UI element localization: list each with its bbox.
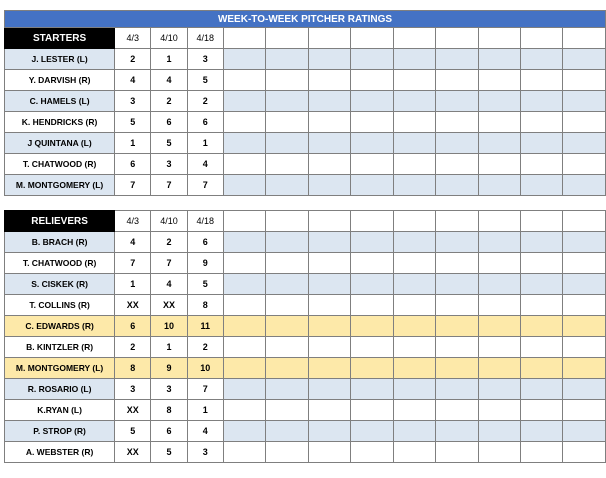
empty-cell[interactable]	[393, 442, 435, 463]
empty-cell[interactable]	[223, 358, 265, 379]
empty-cell[interactable]	[308, 133, 350, 154]
title-row	[5, 11, 606, 28]
rating-cell[interactable]: 5	[115, 112, 151, 133]
pitcher-name-cell[interactable]: Y. DARVISH (R)	[5, 70, 115, 91]
empty-cell[interactable]	[478, 316, 520, 337]
rating-cell[interactable]: 3	[151, 154, 187, 175]
rating-cell[interactable]: 1	[151, 337, 187, 358]
relievers-date-header[interactable]: 4/10	[151, 211, 187, 232]
pitcher-name-cell[interactable]: P. STROP (R)	[5, 421, 115, 442]
pitcher-name-cell[interactable]: R. ROSARIO (L)	[5, 379, 115, 400]
pitcher-name-cell[interactable]: B. BRACH (R)	[5, 232, 115, 253]
rating-cell[interactable]: 7	[151, 175, 187, 196]
empty-cell[interactable]	[351, 274, 393, 295]
empty-cell[interactable]	[223, 400, 265, 421]
empty-cell[interactable]	[266, 232, 308, 253]
rating-cell[interactable]: XX	[151, 295, 187, 316]
pitcher-name-cell[interactable]: B. KINTZLER (R)	[5, 337, 115, 358]
table-row	[5, 442, 606, 463]
rating-cell[interactable]: 1	[115, 274, 151, 295]
empty-cell[interactable]	[223, 274, 265, 295]
empty-cell[interactable]	[478, 295, 520, 316]
empty-cell[interactable]	[351, 232, 393, 253]
rating-cell[interactable]: 2	[151, 232, 187, 253]
empty-cell[interactable]	[563, 70, 606, 91]
empty-cell[interactable]	[478, 400, 520, 421]
empty-cell[interactable]	[521, 400, 563, 421]
empty-cell[interactable]	[266, 379, 308, 400]
empty-cell[interactable]	[393, 175, 435, 196]
empty-cell[interactable]	[521, 442, 563, 463]
rating-cell[interactable]: 7	[151, 253, 187, 274]
empty-cell[interactable]	[563, 112, 606, 133]
empty-cell[interactable]	[563, 28, 606, 49]
empty-cell[interactable]	[478, 421, 520, 442]
rating-cell[interactable]: 3	[151, 379, 187, 400]
rating-cell[interactable]: 4	[151, 70, 187, 91]
rating-cell[interactable]: XX	[115, 442, 151, 463]
empty-cell[interactable]	[266, 253, 308, 274]
empty-cell[interactable]	[351, 28, 393, 49]
rating-cell[interactable]: 1	[115, 133, 151, 154]
empty-cell[interactable]	[351, 112, 393, 133]
rating-cell[interactable]: 8	[187, 295, 223, 316]
empty-cell[interactable]	[351, 379, 393, 400]
rating-cell[interactable]: 6	[115, 316, 151, 337]
rating-cell[interactable]: 8	[115, 358, 151, 379]
empty-cell[interactable]	[266, 295, 308, 316]
empty-cell[interactable]	[308, 253, 350, 274]
table-row	[5, 316, 606, 337]
rating-cell[interactable]: 2	[187, 337, 223, 358]
spacer-row	[5, 196, 606, 211]
pitcher-name-cell[interactable]: A. WEBSTER (R)	[5, 442, 115, 463]
empty-cell[interactable]	[478, 154, 520, 175]
empty-cell[interactable]	[308, 175, 350, 196]
empty-cell[interactable]	[266, 112, 308, 133]
rating-cell[interactable]: 3	[115, 91, 151, 112]
empty-cell[interactable]	[266, 358, 308, 379]
empty-cell[interactable]	[266, 91, 308, 112]
empty-cell[interactable]	[563, 133, 606, 154]
empty-cell[interactable]	[436, 421, 478, 442]
relievers-section-label[interactable]: RELIEVERS	[5, 211, 115, 232]
empty-cell[interactable]	[266, 175, 308, 196]
rating-cell[interactable]: 1	[187, 400, 223, 421]
relievers-date-header[interactable]: 4/3	[115, 211, 151, 232]
empty-cell[interactable]	[266, 442, 308, 463]
empty-cell[interactable]	[521, 70, 563, 91]
empty-cell[interactable]	[308, 112, 350, 133]
empty-cell[interactable]	[223, 154, 265, 175]
rating-cell[interactable]: 7	[115, 253, 151, 274]
rating-cell[interactable]: 6	[151, 421, 187, 442]
empty-cell[interactable]	[351, 358, 393, 379]
rating-cell[interactable]: 7	[187, 175, 223, 196]
empty-cell[interactable]	[563, 175, 606, 196]
table-row	[5, 49, 606, 70]
table-row	[5, 400, 606, 421]
empty-cell[interactable]	[478, 442, 520, 463]
empty-cell[interactable]	[521, 133, 563, 154]
rating-cell[interactable]: 4	[151, 274, 187, 295]
empty-cell[interactable]	[393, 112, 435, 133]
rating-cell[interactable]: 10	[187, 358, 223, 379]
empty-cell[interactable]	[478, 253, 520, 274]
empty-cell[interactable]	[308, 379, 350, 400]
empty-cell[interactable]	[478, 337, 520, 358]
table-row	[5, 253, 606, 274]
rating-cell[interactable]: XX	[115, 400, 151, 421]
empty-cell[interactable]	[266, 274, 308, 295]
rating-cell[interactable]: 1	[151, 49, 187, 70]
relievers-header-row	[5, 211, 606, 232]
empty-cell[interactable]	[478, 91, 520, 112]
table-row	[5, 379, 606, 400]
empty-cell[interactable]	[266, 133, 308, 154]
table-row	[5, 295, 606, 316]
pitcher-name-cell[interactable]: C. EDWARDS (R)	[5, 316, 115, 337]
empty-cell[interactable]	[223, 70, 265, 91]
empty-cell[interactable]	[351, 49, 393, 70]
table-row	[5, 133, 606, 154]
empty-cell[interactable]	[521, 337, 563, 358]
empty-cell[interactable]	[563, 91, 606, 112]
empty-cell[interactable]	[436, 274, 478, 295]
empty-cell[interactable]	[308, 442, 350, 463]
empty-cell[interactable]	[436, 358, 478, 379]
empty-cell[interactable]	[563, 295, 606, 316]
table-row	[5, 421, 606, 442]
rating-cell[interactable]: 6	[187, 232, 223, 253]
empty-cell[interactable]	[521, 421, 563, 442]
rating-cell[interactable]: 6	[151, 112, 187, 133]
empty-cell[interactable]	[266, 400, 308, 421]
empty-cell[interactable]	[436, 49, 478, 70]
empty-cell[interactable]	[436, 442, 478, 463]
empty-cell[interactable]	[393, 400, 435, 421]
rating-cell[interactable]: 5	[187, 70, 223, 91]
empty-cell[interactable]	[436, 133, 478, 154]
empty-cell[interactable]	[436, 232, 478, 253]
empty-cell[interactable]	[223, 379, 265, 400]
empty-cell[interactable]	[393, 154, 435, 175]
empty-cell[interactable]	[393, 133, 435, 154]
empty-cell[interactable]	[308, 232, 350, 253]
empty-cell[interactable]	[478, 379, 520, 400]
rating-cell[interactable]: 7	[115, 175, 151, 196]
rating-cell[interactable]: XX	[115, 295, 151, 316]
rating-cell[interactable]: 2	[115, 49, 151, 70]
table-row	[5, 91, 606, 112]
rating-cell[interactable]: 11	[187, 316, 223, 337]
empty-cell[interactable]	[478, 274, 520, 295]
rating-cell[interactable]: 7	[187, 379, 223, 400]
empty-cell[interactable]	[436, 91, 478, 112]
empty-cell[interactable]	[308, 154, 350, 175]
rating-cell[interactable]: 8	[151, 400, 187, 421]
rating-cell[interactable]: 2	[115, 337, 151, 358]
empty-cell[interactable]	[223, 175, 265, 196]
empty-cell[interactable]	[351, 400, 393, 421]
empty-cell[interactable]	[478, 211, 520, 232]
rating-cell[interactable]: 10	[151, 316, 187, 337]
starters-date-header[interactable]: 4/10	[151, 28, 187, 49]
pitcher-name-cell[interactable]: C. HAMELS (L)	[5, 91, 115, 112]
empty-cell[interactable]	[308, 28, 350, 49]
empty-cell[interactable]	[308, 400, 350, 421]
empty-cell[interactable]	[563, 316, 606, 337]
empty-cell[interactable]	[393, 358, 435, 379]
empty-cell[interactable]	[521, 28, 563, 49]
empty-cell[interactable]	[478, 28, 520, 49]
empty-cell[interactable]	[563, 154, 606, 175]
empty-cell[interactable]	[223, 28, 265, 49]
sheet-title[interactable]: WEEK-TO-WEEK PITCHER RATINGS	[5, 11, 606, 28]
empty-cell[interactable]	[436, 379, 478, 400]
pitcher-name-cell[interactable]: M. MONTGOMERY (L)	[5, 358, 115, 379]
pitcher-name-cell[interactable]: K. HENDRICKS (R)	[5, 112, 115, 133]
empty-cell[interactable]	[351, 154, 393, 175]
pitcher-name-cell[interactable]: K.RYAN (L)	[5, 400, 115, 421]
empty-cell[interactable]	[393, 337, 435, 358]
empty-cell[interactable]	[223, 91, 265, 112]
pitcher-name-cell[interactable]: T. CHATWOOD (R)	[5, 253, 115, 274]
empty-cell[interactable]	[308, 49, 350, 70]
empty-cell[interactable]	[393, 232, 435, 253]
spreadsheet	[4, 10, 606, 463]
rating-cell[interactable]: 5	[151, 133, 187, 154]
empty-cell[interactable]	[266, 421, 308, 442]
empty-cell[interactable]	[563, 49, 606, 70]
empty-cell[interactable]	[308, 316, 350, 337]
empty-cell[interactable]	[351, 253, 393, 274]
empty-cell[interactable]	[308, 70, 350, 91]
empty-cell[interactable]	[351, 337, 393, 358]
empty-cell[interactable]	[351, 91, 393, 112]
rating-cell[interactable]: 3	[187, 442, 223, 463]
pitcher-name-cell[interactable]: J. LESTER (L)	[5, 49, 115, 70]
empty-cell[interactable]	[521, 154, 563, 175]
empty-cell[interactable]	[266, 154, 308, 175]
empty-cell[interactable]	[266, 211, 308, 232]
empty-cell[interactable]	[308, 421, 350, 442]
rating-cell[interactable]: 9	[151, 358, 187, 379]
empty-cell[interactable]	[563, 358, 606, 379]
rating-cell[interactable]: 4	[115, 70, 151, 91]
empty-cell[interactable]	[308, 337, 350, 358]
empty-cell[interactable]	[223, 295, 265, 316]
empty-cell[interactable]	[223, 421, 265, 442]
table-row	[5, 154, 606, 175]
empty-cell[interactable]	[436, 253, 478, 274]
empty-cell[interactable]	[266, 337, 308, 358]
empty-cell[interactable]	[223, 316, 265, 337]
rating-cell[interactable]: 1	[187, 133, 223, 154]
rating-cell[interactable]: 4	[115, 232, 151, 253]
starters-date-header[interactable]: 4/18	[187, 28, 223, 49]
empty-cell[interactable]	[436, 337, 478, 358]
table-row	[5, 112, 606, 133]
empty-cell[interactable]	[223, 442, 265, 463]
empty-cell[interactable]	[436, 154, 478, 175]
empty-cell[interactable]	[308, 211, 350, 232]
empty-cell[interactable]	[351, 442, 393, 463]
empty-cell[interactable]	[266, 70, 308, 91]
empty-cell[interactable]	[436, 295, 478, 316]
rating-cell[interactable]: 3	[115, 379, 151, 400]
empty-cell[interactable]	[308, 91, 350, 112]
table-row	[5, 232, 606, 253]
empty-cell[interactable]	[308, 295, 350, 316]
spacer-cell	[5, 196, 606, 211]
rating-cell[interactable]: 4	[187, 154, 223, 175]
empty-cell[interactable]	[393, 49, 435, 70]
empty-cell[interactable]	[223, 133, 265, 154]
empty-cell[interactable]	[521, 232, 563, 253]
empty-cell[interactable]	[478, 49, 520, 70]
empty-cell[interactable]	[393, 91, 435, 112]
empty-cell[interactable]	[563, 232, 606, 253]
starters-header-row	[5, 28, 606, 49]
empty-cell[interactable]	[521, 112, 563, 133]
empty-cell[interactable]	[393, 253, 435, 274]
rating-cell[interactable]: 6	[187, 112, 223, 133]
starters-section-label[interactable]: STARTERS	[5, 28, 115, 49]
pitcher-name-cell[interactable]: S. CISKEK (R)	[5, 274, 115, 295]
table-row	[5, 337, 606, 358]
rating-cell[interactable]: 5	[187, 274, 223, 295]
empty-cell[interactable]	[521, 253, 563, 274]
empty-cell[interactable]	[521, 316, 563, 337]
empty-cell[interactable]	[351, 70, 393, 91]
empty-cell[interactable]	[478, 133, 520, 154]
empty-cell[interactable]	[351, 175, 393, 196]
empty-cell[interactable]	[563, 421, 606, 442]
empty-cell[interactable]	[436, 112, 478, 133]
empty-cell[interactable]	[436, 400, 478, 421]
empty-cell[interactable]	[393, 316, 435, 337]
empty-cell[interactable]	[393, 379, 435, 400]
empty-cell[interactable]	[478, 112, 520, 133]
empty-cell[interactable]	[223, 253, 265, 274]
empty-cell[interactable]	[478, 175, 520, 196]
empty-cell[interactable]	[563, 211, 606, 232]
empty-cell[interactable]	[436, 175, 478, 196]
empty-cell[interactable]	[563, 379, 606, 400]
empty-cell[interactable]	[521, 379, 563, 400]
empty-cell[interactable]	[521, 358, 563, 379]
empty-cell[interactable]	[521, 211, 563, 232]
empty-cell[interactable]	[393, 421, 435, 442]
empty-cell[interactable]	[521, 91, 563, 112]
empty-cell[interactable]	[223, 211, 265, 232]
empty-cell[interactable]	[521, 49, 563, 70]
empty-cell[interactable]	[478, 70, 520, 91]
pitcher-name-cell[interactable]: M. MONTGOMERY (L)	[5, 175, 115, 196]
empty-cell[interactable]	[563, 253, 606, 274]
pitcher-name-cell[interactable]: T. CHATWOOD (R)	[5, 154, 115, 175]
empty-cell[interactable]	[308, 358, 350, 379]
empty-cell[interactable]	[266, 49, 308, 70]
rating-cell[interactable]: 3	[187, 49, 223, 70]
table-row	[5, 175, 606, 196]
empty-cell[interactable]	[393, 211, 435, 232]
table-row	[5, 358, 606, 379]
empty-cell[interactable]	[478, 232, 520, 253]
rating-cell[interactable]: 9	[187, 253, 223, 274]
empty-cell[interactable]	[393, 295, 435, 316]
rating-cell[interactable]: 2	[187, 91, 223, 112]
empty-cell[interactable]	[563, 274, 606, 295]
empty-cell[interactable]	[308, 274, 350, 295]
empty-cell[interactable]	[393, 28, 435, 49]
pitcher-ratings-table	[4, 10, 606, 463]
pitcher-name-cell[interactable]: J QUINTANA (L)	[5, 133, 115, 154]
empty-cell[interactable]	[223, 337, 265, 358]
empty-cell[interactable]	[393, 70, 435, 91]
empty-cell[interactable]	[521, 295, 563, 316]
relievers-date-header[interactable]: 4/18	[187, 211, 223, 232]
empty-cell[interactable]	[266, 28, 308, 49]
empty-cell[interactable]	[351, 316, 393, 337]
empty-cell[interactable]	[223, 49, 265, 70]
empty-cell[interactable]	[478, 358, 520, 379]
empty-cell[interactable]	[351, 133, 393, 154]
rating-cell[interactable]: 5	[115, 421, 151, 442]
empty-cell[interactable]	[436, 316, 478, 337]
empty-cell[interactable]	[393, 274, 435, 295]
empty-cell[interactable]	[436, 28, 478, 49]
empty-cell[interactable]	[223, 112, 265, 133]
rating-cell[interactable]: 5	[151, 442, 187, 463]
starters-date-header[interactable]: 4/3	[115, 28, 151, 49]
rating-cell[interactable]: 6	[115, 154, 151, 175]
empty-cell[interactable]	[351, 211, 393, 232]
empty-cell[interactable]	[436, 211, 478, 232]
empty-cell[interactable]	[521, 274, 563, 295]
empty-cell[interactable]	[521, 175, 563, 196]
rating-cell[interactable]: 2	[151, 91, 187, 112]
empty-cell[interactable]	[351, 295, 393, 316]
pitcher-name-cell[interactable]: T. COLLINS (R)	[5, 295, 115, 316]
empty-cell[interactable]	[563, 400, 606, 421]
empty-cell[interactable]	[223, 232, 265, 253]
empty-cell[interactable]	[351, 421, 393, 442]
table-row	[5, 70, 606, 91]
table-row	[5, 274, 606, 295]
rating-cell[interactable]: 4	[187, 421, 223, 442]
empty-cell[interactable]	[436, 70, 478, 91]
empty-cell[interactable]	[563, 442, 606, 463]
empty-cell[interactable]	[266, 316, 308, 337]
empty-cell[interactable]	[563, 337, 606, 358]
